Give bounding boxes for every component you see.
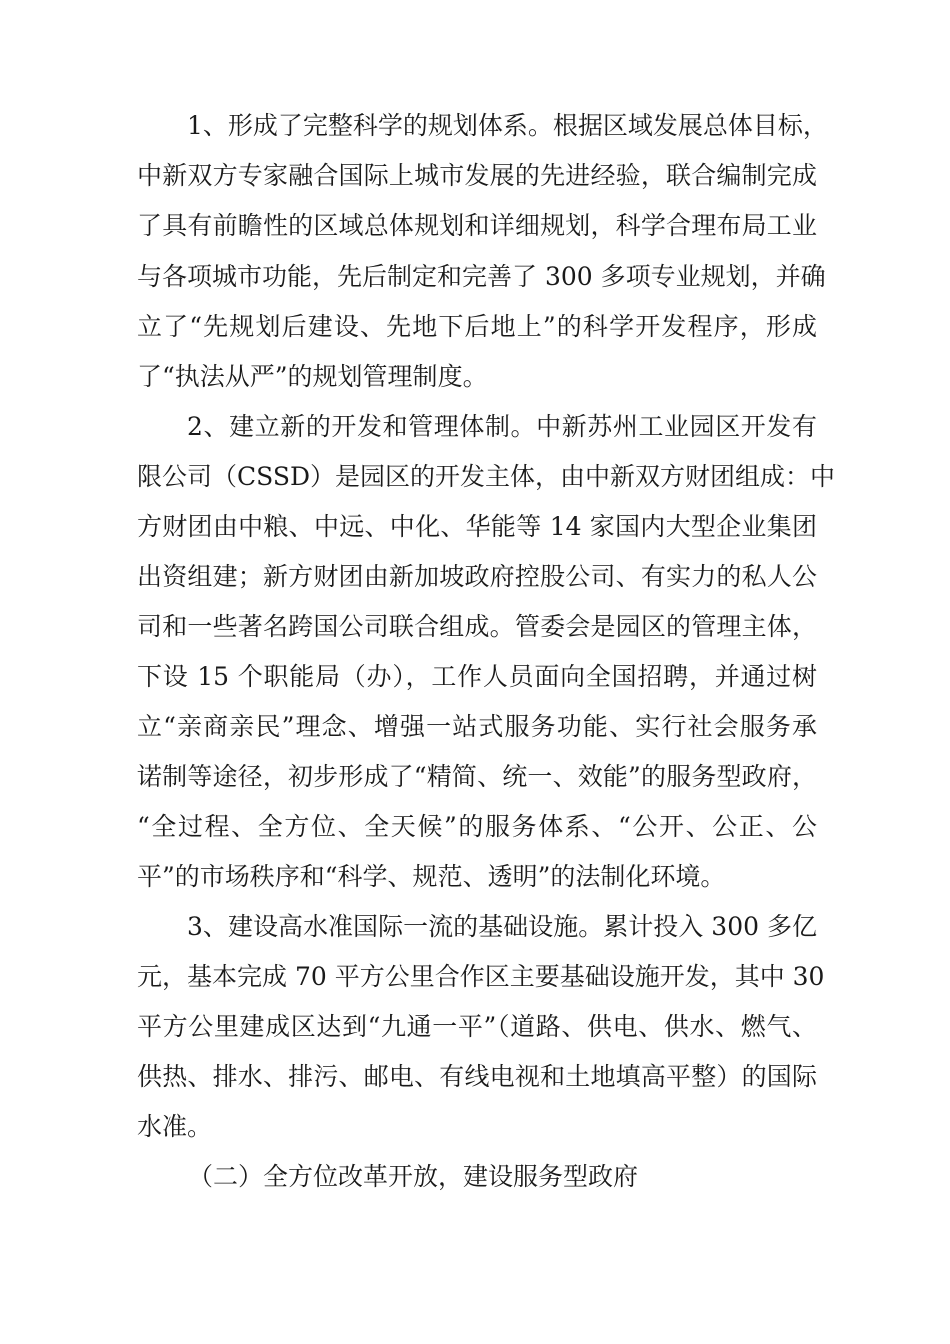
- paragraph-1-line-6: 了“执法从严”的规划管理制度。: [137, 362, 488, 391]
- section-heading: （二）全方位改革开放，建设服务型政府: [188, 1162, 639, 1191]
- paragraph-1-line-4: 与各项城市功能，先后制定和完善了 300 多项专业规划，并确: [137, 262, 826, 291]
- paragraph-2-line-2: 限公司（CSSD）是园区的开发主体，由中新双方财团组成：中: [137, 462, 835, 491]
- paragraph-2-line-9: “全过程、全方位、全天候”的服务体系、“公开、公正、公: [137, 812, 817, 841]
- paragraph-2-line-7: 立“亲商亲民”理念、增强一站式服务功能、实行社会服务承: [137, 712, 817, 741]
- paragraph-2-line-1: 2、建立新的开发和管理体制。中新苏州工业园区开发有: [187, 412, 817, 441]
- paragraph-3-line-1: 3、建设高水准国际一流的基础设施。累计投入 300 多亿: [187, 912, 817, 941]
- paragraph-2-line-6: 下设 15 个职能局（办），工作人员面向全国招聘，并通过树: [137, 662, 817, 691]
- paragraph-2-line-5: 司和一些著名跨国公司联合组成。管委会是园区的管理主体，: [137, 612, 817, 641]
- paragraph-2-line-4: 出资组建；新方财团由新加坡政府控股公司、有实力的私人公: [137, 562, 817, 591]
- paragraph-1-line-2: 中新双方专家融合国际上城市发展的先进经验，联合编制完成: [137, 161, 817, 190]
- paragraph-2-line-3: 方财团由中粮、中远、中化、华能等 14 家国内大型企业集团: [137, 512, 817, 541]
- paragraph-3-line-5: 水准。: [137, 1112, 213, 1141]
- paragraph-1-line-1: 1、形成了完整科学的规划体系。根据区域发展总体目标，: [187, 111, 828, 140]
- paragraph-2-line-10: 平”的市场秩序和“科学、规范、透明”的法制化环境。: [137, 862, 726, 891]
- paragraph-3-line-2: 元，基本完成 70 平方公里合作区主要基础设施开发，其中 30: [137, 962, 825, 991]
- paragraph-2-line-8: 诺制等途径，初步形成了“精简、统一、效能”的服务型政府，: [137, 762, 817, 791]
- paragraph-1-line-3: 了具有前瞻性的区域总体规划和详细规划，科学合理布局工业: [137, 211, 817, 240]
- paragraph-3-line-4: 供热、排水、排污、邮电、有线电视和土地填高平整）的国际: [137, 1062, 817, 1091]
- paragraph-3-line-3: 平方公里建成区达到“九通一平”（道路、供电、供水、燃气、: [137, 1012, 817, 1041]
- paragraph-1-line-5: 立了“先规划后建设、先地下后地上”的科学开发程序，形成: [137, 312, 817, 341]
